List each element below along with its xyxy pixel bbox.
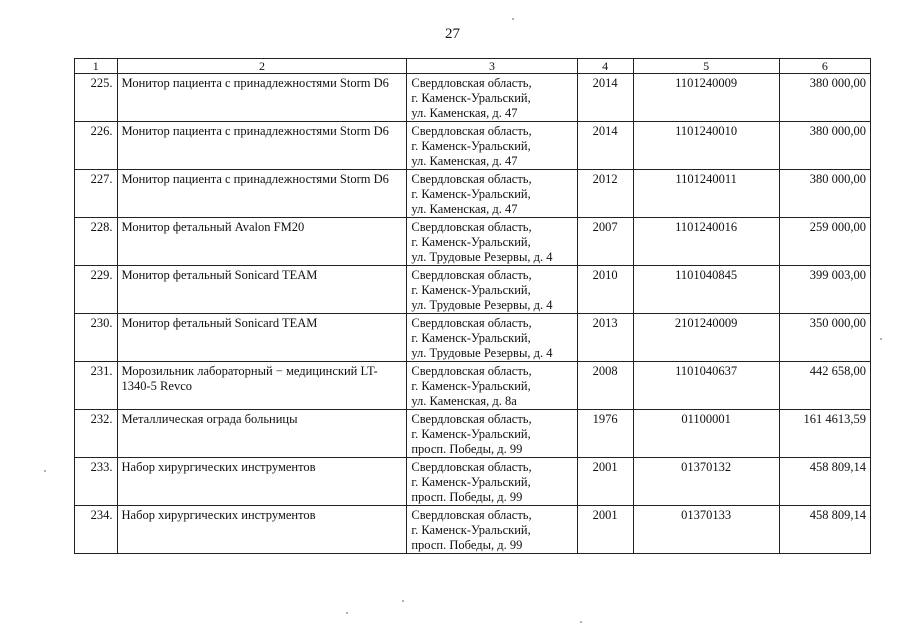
address-line: Свердловская область, (411, 508, 532, 522)
row-number: 229. (75, 266, 118, 314)
address-line: г. Каменск-Уральский, (411, 475, 531, 489)
item-address (407, 506, 577, 554)
column-number-header: 3 (407, 59, 577, 74)
address-line: г. Каменск-Уральский, (411, 235, 531, 249)
scan-speck (512, 18, 514, 20)
item-name: Монитор фетальный Avalon FM20 (117, 218, 407, 266)
item-value: 161 4613,59 (779, 410, 870, 458)
address-line: ул. Трудовые Резервы, д. 4 (411, 250, 553, 264)
scan-speck (880, 338, 882, 340)
inventory-number: 1101040845 (633, 266, 779, 314)
item-address (407, 218, 577, 266)
item-name: Монитор пациента с принадлежностями Storm D6 (117, 74, 407, 122)
table-body (75, 59, 871, 554)
item-name: Монитор пациента с принадлежностями Storm D6 (117, 122, 407, 170)
item-value: 350 000,00 (779, 314, 870, 362)
row-number: 228. (75, 218, 118, 266)
table-row (75, 314, 871, 362)
address-line: Свердловская область, (411, 364, 532, 378)
item-value: 458 809,14 (779, 458, 870, 506)
row-number: 234. (75, 506, 118, 554)
row-number: 233. (75, 458, 118, 506)
address-line: просп. Победы, д. 99 (411, 442, 523, 456)
item-year: 2008 (577, 362, 633, 410)
inventory-number: 01370132 (633, 458, 779, 506)
column-number-header: 4 (577, 59, 633, 74)
address-line: ул. Каменская, д. 8а (411, 394, 517, 408)
table-row (75, 74, 871, 122)
scan-speck (346, 612, 348, 614)
item-name: Морозильник лабораторный − медицинский LT-1340-5 Revco (117, 362, 407, 410)
item-year: 2014 (577, 122, 633, 170)
item-value: 458 809,14 (779, 506, 870, 554)
address-line: Свердловская область, (411, 268, 532, 282)
address-line: просп. Победы, д. 99 (411, 538, 523, 552)
address-line: г. Каменск-Уральский, (411, 187, 531, 201)
row-number: 230. (75, 314, 118, 362)
item-address (407, 362, 577, 410)
item-value: 259 000,00 (779, 218, 870, 266)
item-year: 1976 (577, 410, 633, 458)
address-line: ул. Каменская, д. 47 (411, 106, 518, 120)
inventory-number: 1101040637 (633, 362, 779, 410)
table-row (75, 218, 871, 266)
address-line: просп. Победы, д. 99 (411, 490, 523, 504)
scan-speck (580, 621, 582, 623)
column-number-header: 5 (633, 59, 779, 74)
item-address (407, 122, 577, 170)
item-year: 2001 (577, 506, 633, 554)
row-number: 226. (75, 122, 118, 170)
row-number: 231. (75, 362, 118, 410)
inventory-number: 01370133 (633, 506, 779, 554)
item-name: Набор хирургических инструментов (117, 458, 407, 506)
column-number-header: 1 (75, 59, 118, 74)
table-row (75, 170, 871, 218)
item-year: 2007 (577, 218, 633, 266)
item-year: 2010 (577, 266, 633, 314)
item-year: 2001 (577, 458, 633, 506)
address-line: Свердловская область, (411, 220, 532, 234)
inventory-number: 1101240016 (633, 218, 779, 266)
item-year: 2012 (577, 170, 633, 218)
property-registry-table (74, 58, 871, 554)
item-name: Набор хирургических инструментов (117, 506, 407, 554)
item-address (407, 170, 577, 218)
table-row (75, 506, 871, 554)
address-line: ул. Каменская, д. 47 (411, 202, 518, 216)
table-row (75, 362, 871, 410)
address-line: г. Каменск-Уральский, (411, 139, 531, 153)
item-value: 380 000,00 (779, 170, 870, 218)
item-name: Монитор пациента с принадлежностями Storm D6 (117, 170, 407, 218)
item-value: 442 658,00 (779, 362, 870, 410)
address-line: Свердловская область, (411, 124, 532, 138)
item-value: 380 000,00 (779, 122, 870, 170)
address-line: ул. Каменская, д. 47 (411, 154, 518, 168)
item-value: 399 003,00 (779, 266, 870, 314)
item-address (407, 458, 577, 506)
item-year: 2014 (577, 74, 633, 122)
inventory-number: 1101240010 (633, 122, 779, 170)
inventory-number: 01100001 (633, 410, 779, 458)
table-row (75, 458, 871, 506)
item-address (407, 266, 577, 314)
inventory-number: 1101240009 (633, 74, 779, 122)
table-row (75, 266, 871, 314)
table-row (75, 122, 871, 170)
address-line: г. Каменск-Уральский, (411, 379, 531, 393)
item-value: 380 000,00 (779, 74, 870, 122)
address-line: ул. Трудовые Резервы, д. 4 (411, 298, 553, 312)
address-line: Свердловская область, (411, 412, 532, 426)
address-line: г. Каменск-Уральский, (411, 523, 531, 537)
address-line: г. Каменск-Уральский, (411, 91, 531, 105)
item-address (407, 314, 577, 362)
inventory-number: 2101240009 (633, 314, 779, 362)
scan-speck (44, 470, 46, 472)
item-name: Монитор фетальный Sonicard TEAM (117, 266, 407, 314)
scan-speck (402, 600, 404, 602)
row-number: 232. (75, 410, 118, 458)
address-line: Свердловская область, (411, 76, 532, 90)
column-number-row (75, 59, 871, 74)
page-number: 27 (445, 26, 460, 42)
address-line: г. Каменск-Уральский, (411, 331, 531, 345)
item-address (407, 410, 577, 458)
row-number: 225. (75, 74, 118, 122)
inventory-number: 1101240011 (633, 170, 779, 218)
row-number: 227. (75, 170, 118, 218)
item-name: Металлическая ограда больницы (117, 410, 407, 458)
address-line: Свердловская область, (411, 316, 532, 330)
address-line: г. Каменск-Уральский, (411, 427, 531, 441)
address-line: г. Каменск-Уральский, (411, 283, 531, 297)
column-number-header: 2 (117, 59, 407, 74)
address-line: Свердловская область, (411, 460, 532, 474)
item-year: 2013 (577, 314, 633, 362)
address-line: Свердловская область, (411, 172, 532, 186)
item-address (407, 74, 577, 122)
table-row (75, 410, 871, 458)
address-line: ул. Трудовые Резервы, д. 4 (411, 346, 553, 360)
column-number-header: 6 (779, 59, 870, 74)
item-name: Монитор фетальный Sonicard TEAM (117, 314, 407, 362)
